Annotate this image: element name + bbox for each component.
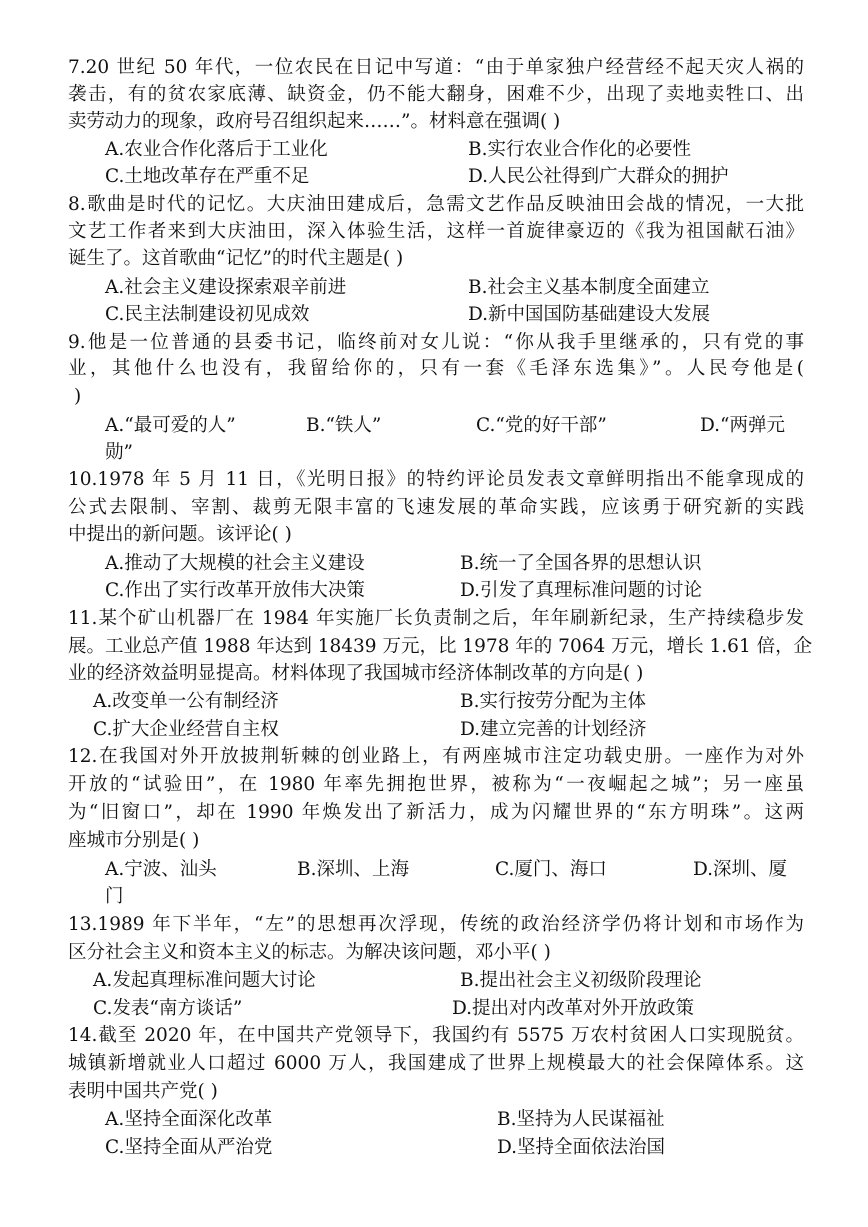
option-a: A.推动了大规模的社会主义建设 bbox=[105, 553, 365, 574]
option-d: D.深圳、厦 bbox=[693, 859, 788, 880]
question-stem-line: 中提出的新问题。该评论( ) bbox=[68, 524, 292, 545]
question-stem-line: 13.1989 年下半年，“左”的思想再次浮现，传统的政治经济学仍将计划和市场作为 bbox=[68, 914, 804, 935]
option-d: D.新中国国防基础建设大发展 bbox=[468, 304, 711, 325]
option-c: C.坚持全面从严治党 bbox=[105, 1137, 273, 1158]
option-b: B.“铁人” bbox=[306, 415, 382, 436]
question-stem-line: 14.截至 2020 年，在中国共产党领导下，我国约有 5575 万农村贫困人口实现脱贫。 bbox=[68, 1025, 804, 1046]
question-stem-line: 城镇新增就业人口超过 6000 万人，我国建成了世界上规模最大的社会保障体系。这 bbox=[68, 1053, 804, 1074]
option-c: C.“党的好干部” bbox=[476, 415, 607, 436]
question-stem-line: 9.他是一位普通的县委书记，临终前对女儿说：“你从我手里继承的，只有党的事 bbox=[68, 332, 804, 353]
question-stem-line: 8.歌曲是时代的记忆。大庆油田建成后，急需文艺作品反映油田会战的情况，一大批 bbox=[68, 194, 804, 215]
question-stem-line: 为“旧窗口”，却在 1990 年焕发出了新活力，成为闪耀世界的“东方明珠”。这两 bbox=[68, 802, 804, 823]
question-stem-line: 座城市分别是( ) bbox=[68, 830, 200, 851]
option-b: B.提出社会主义初级阶段理论 bbox=[460, 970, 702, 991]
option-d: D.人民公社得到广大群众的拥护 bbox=[468, 166, 729, 187]
option-d: D.“两弹元 bbox=[700, 415, 786, 436]
question-stem-line: 开放的“试验田”，在 1980 年率先拥抱世界，被称为“一夜崛起之城”；另一座虽 bbox=[68, 774, 804, 795]
question-stem-line: 区分社会主义和资本主义的标志。为解决该问题，邓小平( ) bbox=[68, 942, 551, 963]
option-d: D.坚持全面依法治国 bbox=[497, 1137, 666, 1158]
option-c: C.土地改革存在严重不足 bbox=[105, 166, 310, 187]
option-a: A.发起真理标准问题大讨论 bbox=[93, 970, 316, 991]
option-c: C.扩大企业经营自主权 bbox=[93, 719, 279, 740]
option-a: A.“最可爱的人” bbox=[105, 415, 236, 436]
option-b: B.社会主义基本制度全面建立 bbox=[468, 277, 710, 298]
option-d: D.建立完善的计划经济 bbox=[460, 719, 647, 740]
option-b: B.实行按劳分配为主体 bbox=[460, 691, 646, 712]
option-d: D.引发了真理标准问题的讨论 bbox=[460, 580, 703, 601]
question-stem-line: 文艺工作者来到大庆油田，深入体验生活，这样一首旋律豪迈的《我为祖国献石油》 bbox=[68, 221, 804, 242]
question-stem-line: 10.1978 年 5 月 11 日，《光明日报》的特约评论员发表文章鲜明指出不能拿现成的 bbox=[68, 469, 804, 490]
option-c: C.作出了实行改革开放伟大决策 bbox=[105, 580, 365, 601]
question-stem-line: 业的经济效益明显提高。材料体现了我国城市经济体制改革的方向是( ) bbox=[68, 663, 644, 684]
question-stem-line: 卖劳动力的现象，政府号召组织起来……”。材料意在强调( ) bbox=[68, 111, 561, 132]
option-b: B.实行农业合作化的必要性 bbox=[468, 139, 691, 160]
option-a: A.坚持全面深化改革 bbox=[105, 1109, 273, 1130]
question-stem-line: 12.在我国对外开放披荆斩棘的创业路上，有两座城市注定功载史册。一座作为对外 bbox=[68, 746, 804, 767]
question-stem-line: 11.某个矿山机器厂在 1984 年实施厂长负责制之后，年年刷新纪录，生产持续稳步发 bbox=[68, 608, 804, 629]
option-d-continued: 勋” bbox=[105, 442, 133, 463]
option-d: D.提出对内改革对外开放政策 bbox=[452, 998, 695, 1019]
option-b: B.深圳、上海 bbox=[297, 859, 409, 880]
question-stem-line: 表明中国共产党( ) bbox=[68, 1081, 218, 1102]
option-a: A.宁波、汕头 bbox=[105, 859, 217, 880]
question-stem-line: 诞生了。这首歌曲“记忆”的时代主题是( ) bbox=[68, 248, 404, 269]
option-c: C.民主法制建设初见成效 bbox=[105, 304, 310, 325]
option-a: A.社会主义建设探索艰辛前进 bbox=[105, 277, 347, 298]
question-stem-line: 7.20 世纪 50 年代，一位农民在日记中写道：“由于单家独户经营经不起天灾人祸的 bbox=[68, 57, 804, 78]
option-b: B.统一了全国各界的思想认识 bbox=[460, 553, 702, 574]
question-stem-line: 业，其他什么也没有，我留给你的，只有一套《毛泽东选集》”。人民夸他是( bbox=[68, 358, 804, 379]
option-c: C.厦门、海口 bbox=[495, 859, 607, 880]
option-b: B.坚持为人民谋福祉 bbox=[497, 1109, 665, 1130]
option-a: A.农业合作化落后于工业化 bbox=[105, 139, 328, 160]
option-d-continued: 门 bbox=[105, 886, 124, 907]
option-c: C.发表“南方谈话” bbox=[93, 998, 243, 1019]
question-stem-line: ) bbox=[74, 386, 82, 407]
option-a: A.改变单一公有制经济 bbox=[93, 691, 279, 712]
question-stem-line: 袭击，有的贫农家底薄、缺资金，仍不能大翻身，困难不少，出现了卖地卖牲口、出 bbox=[68, 84, 804, 105]
question-stem-line: 公式去限制、宰割、裁剪无限丰富的飞速发展的革命实践，应该勇于研究新的实践 bbox=[68, 497, 804, 518]
question-stem-line: 展。工业总产值 1988 年达到 18439 万元，比 1978 年的 7064 万元，增长 1.61 倍，企 bbox=[68, 636, 813, 657]
